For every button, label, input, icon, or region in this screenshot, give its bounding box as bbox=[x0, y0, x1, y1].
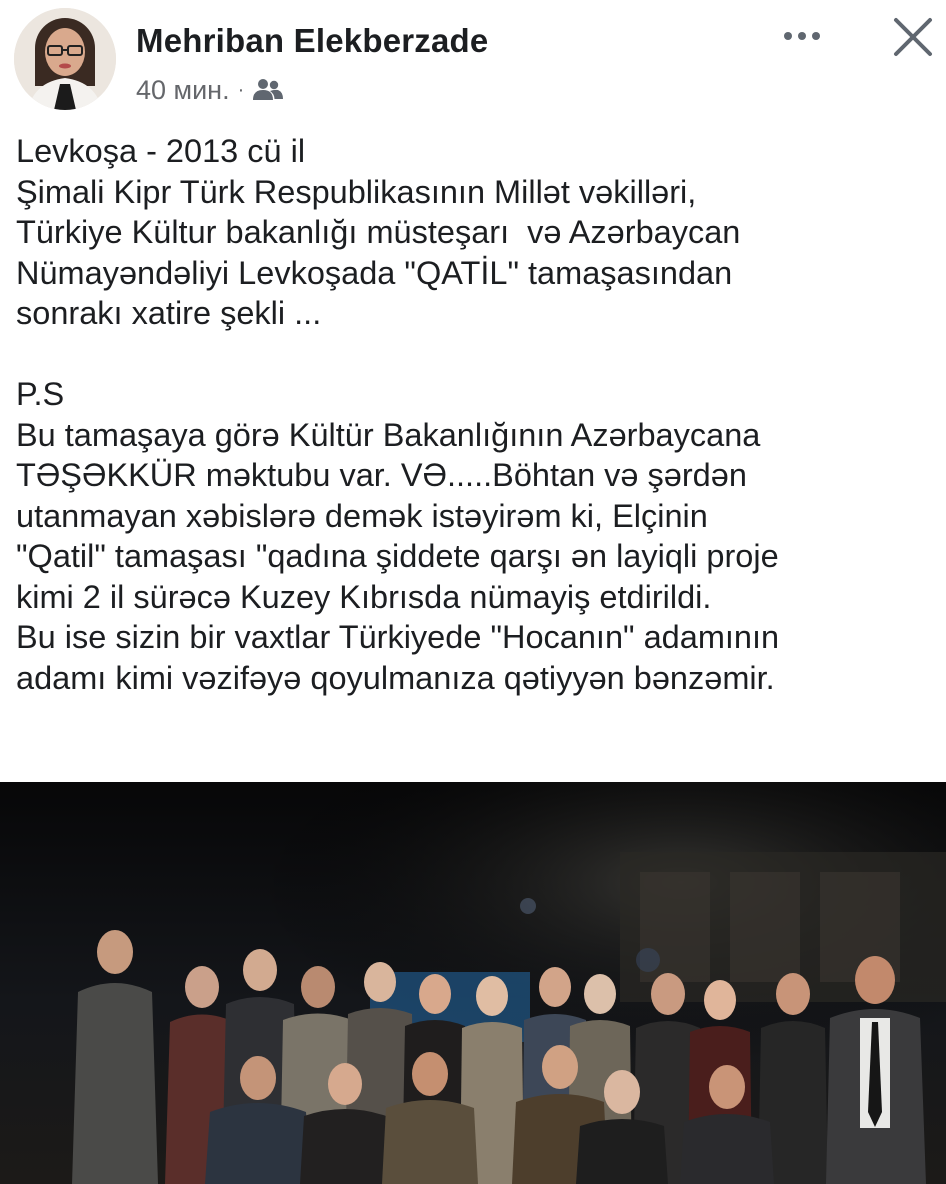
post-meta bbox=[136, 73, 284, 107]
close-icon[interactable] bbox=[888, 12, 938, 62]
post-text-line: "Qatil" tamaşası "qadına şiddete qarşı ən layiqli proje bbox=[16, 538, 779, 574]
friends-icon[interactable] bbox=[252, 77, 284, 103]
post-text-line: Bu tamaşaya görə Kültür Bakanlığının Azərbaycana bbox=[16, 416, 761, 453]
meta-separator: · bbox=[237, 79, 245, 101]
post-text-line: Türkiye Kültur bakanlığı müsteşarı və Azərbaycan bbox=[16, 214, 741, 250]
more-options-icon[interactable] bbox=[778, 18, 834, 54]
post-text-line: adamı kimi vəzifəyə qoyulmanıza qətiyyən bənzəmir. bbox=[16, 659, 775, 696]
post-text-blank-line bbox=[16, 334, 936, 375]
post-body-text bbox=[16, 131, 936, 698]
post-text-line: sonrakı xatire şekli ... bbox=[16, 295, 322, 331]
post-text-line: P.S bbox=[16, 376, 65, 412]
post-text-line: Nümayəndəliyi Levkoşada "QATİL" tamaşasından bbox=[16, 254, 733, 291]
post-text-line: Levkoşa - 2013 cü il bbox=[16, 133, 306, 169]
author-avatar[interactable] bbox=[14, 8, 116, 110]
post-text-line: Bu ise sizin bir vaxtlar Türkiyede "Hocanın" adamının bbox=[16, 619, 780, 655]
group-photo-illustration bbox=[0, 782, 946, 1184]
post-text-line: utanmayan xəbislərə demək istəyirəm ki, Elçinin bbox=[16, 497, 708, 534]
post-header bbox=[0, 0, 946, 120]
post-photo[interactable] bbox=[0, 782, 946, 1184]
post-text-line: Şimali Kipr Türk Respublikasının Millət vəkilləri, bbox=[16, 173, 697, 210]
author-name[interactable]: Mehriban Elekberzade bbox=[136, 22, 489, 59]
post-text-line: TƏŞƏKKÜR məktubu var. VƏ.....Böhtan və şərdən bbox=[16, 457, 747, 493]
post-timestamp[interactable]: 40 мин. bbox=[136, 74, 230, 105]
post-text-line: kimi 2 il sürəcə Kuzey Kıbrısda nümayiş etdirildi. bbox=[16, 578, 712, 615]
